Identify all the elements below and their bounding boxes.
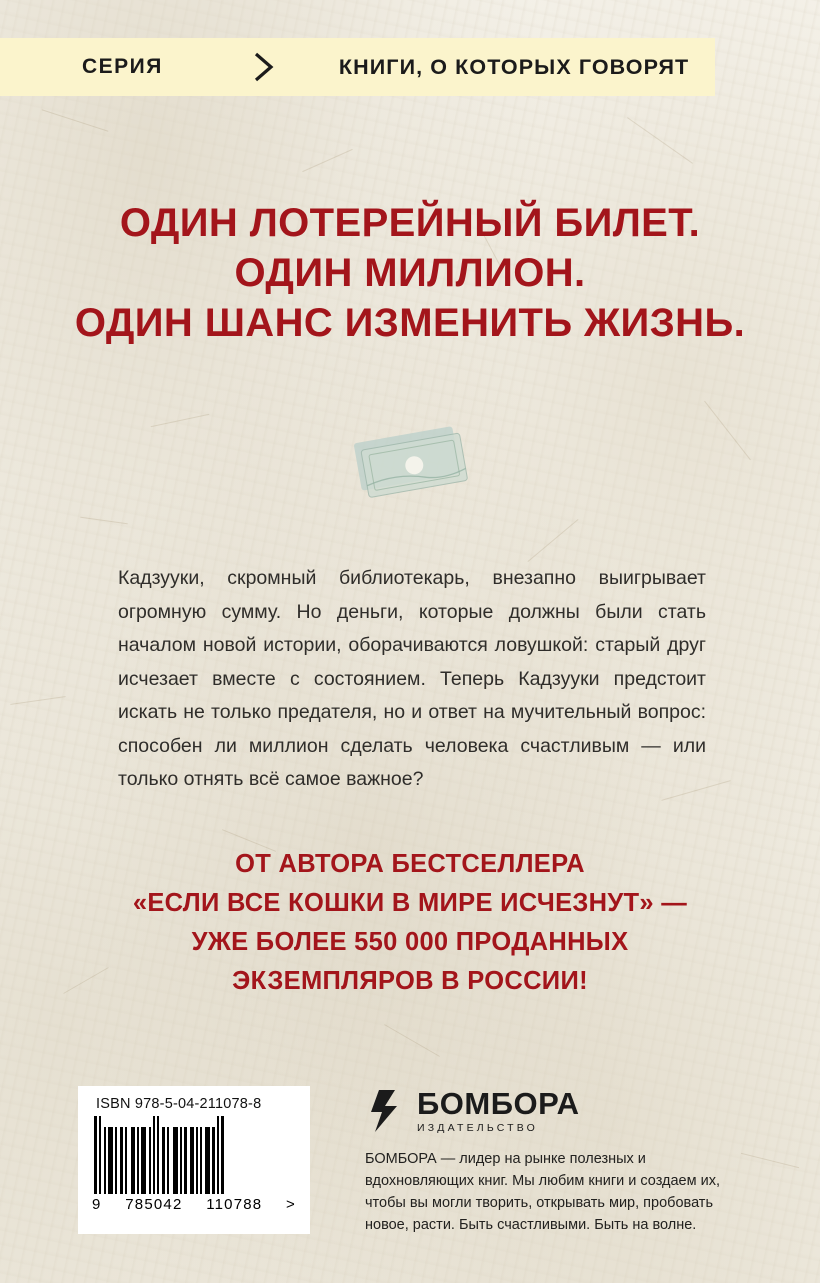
barcode-digit-end: >: [286, 1196, 296, 1213]
headline-line-3: ОДИН ШАНС ИЗМЕНИТЬ ЖИЗНЬ.: [74, 301, 746, 345]
bombora-logo-icon: [365, 1088, 405, 1134]
publisher-block: [365, 1088, 745, 1236]
barcode-digit-mid: 785042: [125, 1196, 183, 1213]
promo-line-3: УЖЕ БОЛЕЕ 550 000 ПРОДАННЫХ: [191, 928, 629, 956]
barcode: [94, 1116, 298, 1194]
isbn-text: ISBN 978-5-04-211078-8: [96, 1096, 262, 1112]
barcode-digit-left: 9: [92, 1196, 102, 1213]
series-banner: [0, 38, 715, 96]
headline-line-2: ОДИН МИЛЛИОН.: [234, 251, 586, 295]
banknotes-watercolor-illustration: [340, 418, 480, 510]
publisher-name: БОМБОРА: [417, 1086, 580, 1121]
promo-line-1: ОТ АВТОРА БЕСТСЕЛЛЕРА: [235, 850, 585, 878]
headline-line-1: ОДИН ЛОТЕРЕЙНЫЙ БИЛЕТ.: [119, 201, 701, 245]
publisher-logo-row: [365, 1088, 745, 1134]
promo-line-2: «ЕСЛИ ВСЕ КОШКИ В МИРЕ ИСЧЕЗНУТ» —: [132, 889, 688, 917]
publisher-description: БОМБОРА — лидер на рынке полезных и вдохновляющих книг. Мы любим книги и создаем их, чтобы вы могли творить, открывать мир, пробовать новое, расти. Быть счастливыми. Быть на волне.: [365, 1151, 720, 1233]
blurb-text: Кадзууки, скромный библиотекарь, внезапно выигрывает огромную сумму. Но деньги, которые должны были стать началом новой истории, оборачиваются ловушкой: старый друг исчезает вместе с состоянием. Теперь Кадзууки предстоит искать не только предателя, но и ответ на мучительный вопрос: способен ли миллион сделать человека счастливым — или только отнять всё самое важное?: [118, 567, 706, 790]
barcode-digit-right: 110788: [206, 1196, 263, 1213]
series-label: СЕРИЯ: [82, 55, 163, 78]
series-title: КНИГИ, О КОТОРЫХ ГОВОРЯТ: [338, 54, 690, 79]
isbn-barcode-block: [78, 1086, 310, 1234]
promo-block: [0, 845, 820, 1001]
promo-line-4: ЭКЗЕМПЛЯРОВ В РОССИИ!: [232, 967, 588, 995]
chevron-right-icon: [251, 50, 277, 84]
headline: [0, 198, 820, 348]
barcode-digits: [90, 1196, 298, 1213]
publisher-subtitle: ИЗДАТЕЛЬСТВО: [417, 1122, 539, 1134]
